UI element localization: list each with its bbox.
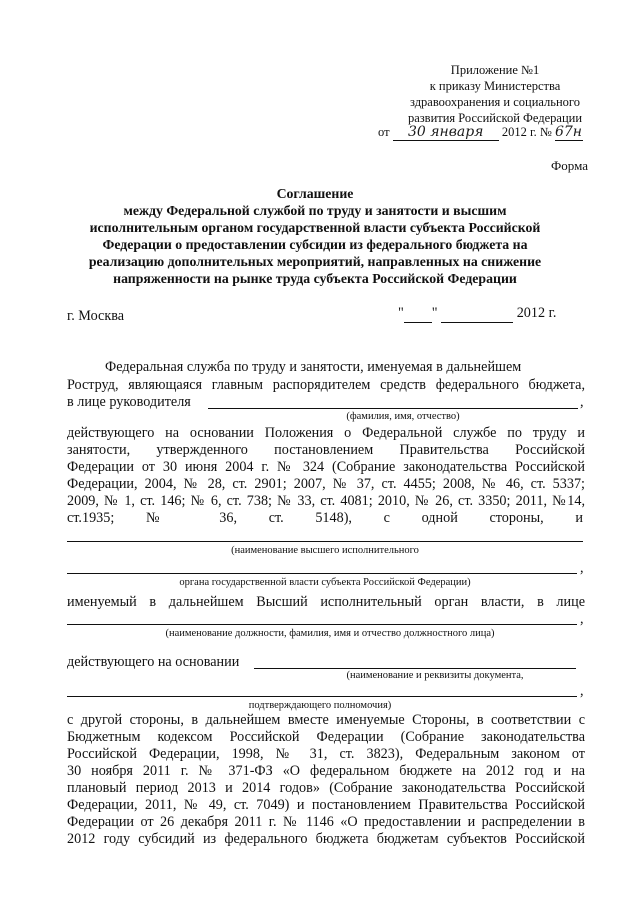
caption-confirm: подтверждающего полномочия) bbox=[248, 700, 392, 711]
acting-on: действующего на основании bbox=[67, 654, 240, 670]
para2-line-2: Бюджетным кодексом Российской Федерации (Собрание законодательства bbox=[67, 729, 585, 745]
title-line-2: между Федеральной службой по труду и занятости и высшим bbox=[123, 203, 507, 218]
appendix-line-3: здравоохранения и социального bbox=[409, 95, 580, 109]
para1-line-2: Роструд, являющаяся главным распорядителем средств федерального бюджета, bbox=[67, 377, 585, 393]
order-handwritten-number: 67н bbox=[554, 124, 583, 140]
title-line-6: напряженности на рынке труда субъекта Российской Федерации bbox=[113, 271, 517, 286]
date-year: 2012 г. bbox=[516, 305, 557, 321]
title-line-3: исполнительным органом государственной власти субъекта Российской bbox=[89, 220, 541, 235]
date-day-blank bbox=[404, 305, 432, 323]
order-ot: от bbox=[378, 125, 390, 139]
para1-line-6: Федерации от 30 июня 2004 г. № 324 (Собрание законодательства Российской bbox=[67, 459, 585, 475]
para2-line-3: Российской Федерации, 1998, № 31, ст. 3823), Федеральным законом от bbox=[67, 746, 585, 762]
title-line-1: Соглашение bbox=[276, 186, 354, 201]
para2-line-1: с другой стороны, в дальнейшем вместе именуемые Стороны, в соответствии с bbox=[67, 712, 585, 728]
appendix-line-1: Приложение №1 bbox=[450, 63, 540, 77]
comma-2: , bbox=[580, 560, 584, 576]
comma-4: , bbox=[580, 683, 584, 699]
para1-line-8: 2009, № 1, ст. 146; № 6, ст. 738; № 33, ст. 4081; 2010, № 26, ст. 3350; 2011, №14, bbox=[67, 493, 585, 509]
place: г. Москва bbox=[67, 308, 125, 324]
order-handwritten-date: 30 января bbox=[393, 124, 499, 141]
position-blank bbox=[67, 624, 577, 625]
date-month-blank bbox=[441, 305, 513, 323]
order-year: 2012 г. № bbox=[501, 125, 552, 139]
form-label: Форма bbox=[551, 158, 588, 173]
para1-line-5: занятости, утвержденного постановлением Правительства Российской bbox=[67, 442, 585, 458]
date-quote-open: " bbox=[398, 305, 404, 321]
para2-line-7: Федерации от 26 декабря 2011 г. № 1146 «О предоставлении и распределении в bbox=[67, 814, 585, 830]
title-line-4: Федерации о предоставлении субсидии из федерального бюджета на bbox=[102, 237, 528, 252]
para1-comma: , bbox=[580, 394, 584, 410]
order-date-line bbox=[378, 124, 583, 141]
para2-line-4: 30 ноября 2011 г. № 371-ФЗ «О федеральном бюджете на 2012 год и на bbox=[67, 763, 585, 779]
date-quote-close: " bbox=[431, 305, 438, 321]
caption-position: (наименование должности, фамилия, имя и отчество должностного лица) bbox=[165, 628, 495, 639]
caption-organ: органа государственной власти субъекта Российской Федерации) bbox=[179, 577, 471, 588]
head-name-blank bbox=[208, 408, 578, 409]
document-blank-1 bbox=[254, 668, 576, 669]
appendix-line-2: к приказу Министерства bbox=[429, 79, 561, 93]
para1-line-1: Федеральная служба по труду и занятости, именуемая в дальнейшем bbox=[105, 359, 522, 375]
para1-line-3: в лице руководителя bbox=[67, 394, 191, 410]
agreement-title bbox=[50, 185, 580, 287]
higher-body-blank-1 bbox=[67, 541, 583, 542]
appendix-line-4: развития Российской Федерации bbox=[407, 111, 583, 125]
caption-higher-body: (наименование высшего исполнительного bbox=[231, 545, 419, 556]
agreement-date bbox=[398, 305, 556, 323]
para2-line-6: Федерации, 2011, № 49, ст. 7049) и постановлением Правительства Российской bbox=[67, 797, 585, 813]
document-blank-2 bbox=[67, 696, 577, 697]
para1-line-7: Федерации, 2004, № 28, ст. 2901; 2007, № 37, ст. 4455; 2008, № 46, ст. 5337; bbox=[67, 476, 585, 492]
appendix-block bbox=[400, 62, 590, 126]
para2-line-5: плановый период 2013 и 2014 годов» (Собрание законодательства Российской bbox=[67, 780, 585, 796]
named-line: именуемый в дальнейшем Высший исполнительный орган власти, в лице bbox=[67, 594, 585, 610]
para1-line-9: ст.1935; № 36, ст. 5148), с одной стороны, и bbox=[67, 510, 583, 526]
comma-3: , bbox=[580, 611, 584, 627]
para2-line-8: 2012 году субсидий из федерального бюджета бюджетам субъектов Российской bbox=[67, 831, 585, 847]
para1-line-4: действующего на основании Положения о Федеральной службе по труду и bbox=[67, 425, 585, 441]
higher-body-blank-2 bbox=[67, 573, 577, 574]
caption-document: (наименование и реквизиты документа, bbox=[346, 670, 524, 681]
title-line-5: реализацию дополнительных мероприятий, направленных на снижение bbox=[88, 254, 542, 269]
caption-fio: (фамилия, имя, отчество) bbox=[346, 411, 460, 422]
